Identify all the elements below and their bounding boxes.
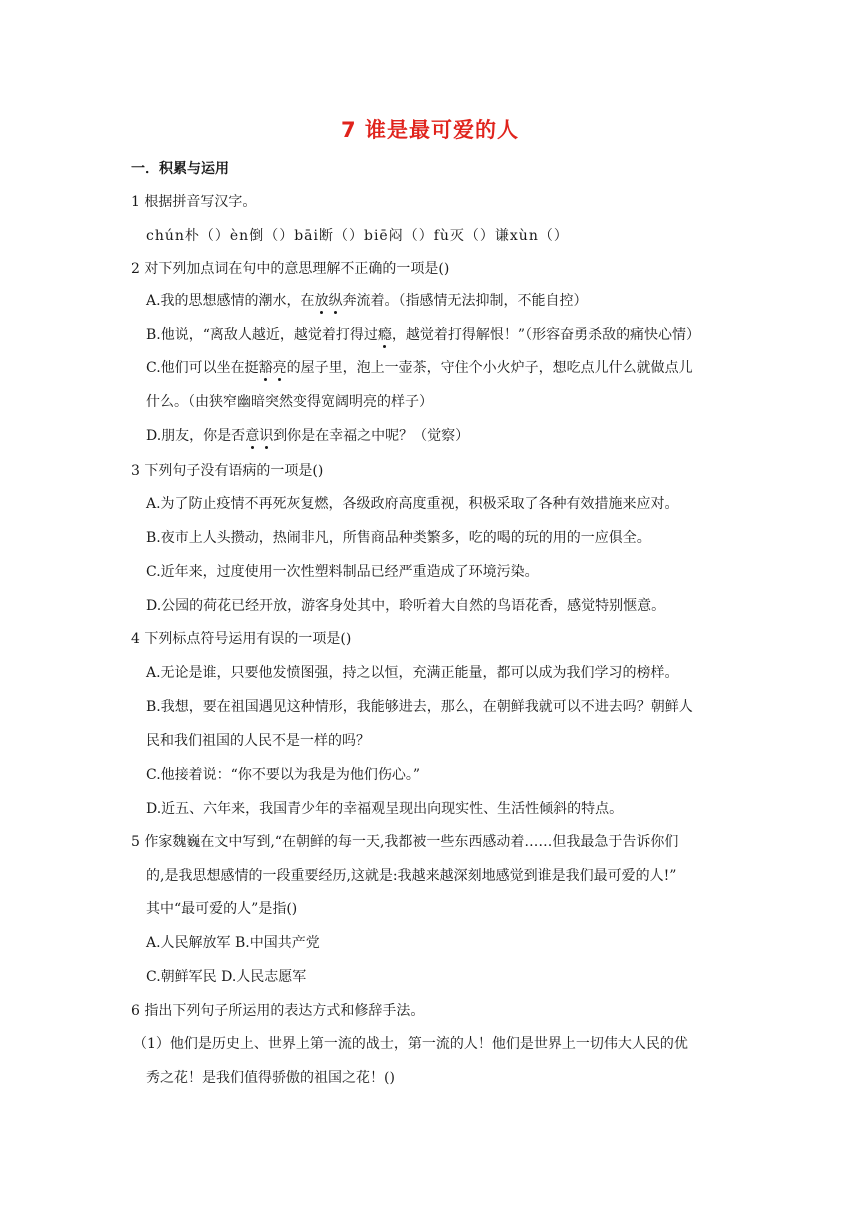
question-5-stem: 5 作家魏巍在文中写到,“在朝鲜的每一天,我都被一些东西感动着……但我最急于告诉你们 [131, 834, 679, 850]
option-text: A.我的思想感情的潮水，在 [146, 293, 315, 309]
question-3-option-c: C.近年来，过度使用一次性塑料制品已经严重造成了环境污染。 [146, 564, 539, 580]
question-4-option-d: D.近五、六年来，我国青少年的幸福观呈现出向现实性、生活性倾斜的特点。 [146, 801, 624, 817]
question-4-option-b-continued: 民和我们祖国的人民不是一样的吗？ [146, 733, 370, 749]
dotted-char: 亮 [272, 360, 287, 376]
option-text: ，越觉着打得解恨！”（形容奋勇杀敌的痛快心情） [391, 327, 701, 343]
section-heading: 一．积累与运用 [131, 161, 229, 177]
question-4-option-c: C.他接着说：“你不要以为我是为他们伤心。” [146, 767, 420, 783]
question-5-options-ab: A.人民解放军 B.中国共产党 [146, 935, 320, 951]
option-text: B.他说，“离敌人越近，越觉着打得过 [146, 327, 378, 343]
question-6-stem: 6 指出下列句子所运用的表达方式和修辞手法。 [131, 1003, 425, 1019]
question-5-stem-continued: 的,是我思想感情的一段重要经历,这就是:我越来越深刻地感觉到谁是我们最可爱的人!” [146, 868, 677, 884]
question-3-option-b: B.夜市上人头攒动，热闹非凡，所售商品种类繁多，吃的喝的玩的用的一应俱全。 [146, 530, 651, 546]
question-6-item-1-continued: 秀之花！是我们值得骄傲的祖国之花！() [146, 1070, 395, 1086]
option-text: C.他们可以坐在挺 [146, 360, 259, 376]
question-4-stem: 4 下列标点符号运用有误的一项是() [131, 631, 352, 647]
question-2-option-c-continued: 什么。（由狭窄幽暗突然变得宽阔明亮的样子） [146, 394, 433, 410]
question-1-pinyin-line: chún朴（）èn倒（）bāi断（）biē闷（）fù灭（）谦xùn（） [146, 228, 569, 244]
page-title: 7 谁是最可爱的人 [341, 118, 519, 142]
question-1-stem: 1 根据拼音写汉字。 [131, 194, 257, 210]
dotted-char: 纵 [328, 293, 343, 309]
option-text: 的屋子里，泡上一壶茶，守住个小火炉子，想吃点儿什么就做点儿 [286, 360, 693, 376]
question-2-stem: 2 对下列加点词在句中的意思理解不正确的一项是() [131, 261, 450, 277]
question-5-stem-continued: 其中“最可爱的人”是指() [146, 901, 298, 917]
question-5-options-cd: C.朝鲜军民 D.人民志愿军 [146, 969, 307, 985]
question-4-option-b: B.我想，要在祖国遇见这种情形，我能够进去，那么，在朝鲜我就可以不进去吗？朝鲜人 [146, 699, 693, 715]
question-6-item-1: （1）他们是历史上、世界上第一流的战士，第一流的人！他们是世界上一切伟大人民的优 [133, 1036, 688, 1052]
dotted-char: 豁 [258, 360, 273, 376]
question-4-option-a: A.无论是谁，只要他发愤图强，持之以恒，充满正能量，都可以成为我们学习的榜样。 [146, 665, 679, 681]
question-2-option-c [146, 358, 693, 378]
question-2-option-a [146, 291, 588, 311]
option-text: D.朋友，你是否 [146, 428, 246, 444]
dotted-char: 瘾 [377, 327, 392, 343]
question-3-option-a: A.为了防止疫情不再死灰复燃，各级政府高度重视，积极采取了各种有效措施来应对。 [146, 496, 679, 512]
option-text: 到你是在幸福之中呢？（觉察） [273, 428, 470, 444]
question-3-option-d: D.公园的荷花已经开放，游客身处其中，聆听着大自然的鸟语花香，感觉特别惬意。 [146, 598, 666, 614]
question-2-option-d [146, 426, 469, 446]
dotted-char: 意 [245, 428, 260, 444]
question-2-option-b [146, 325, 700, 345]
option-text: 奔流着。（指感情无法抑制，不能自控） [342, 293, 588, 309]
dotted-char: 放 [314, 293, 329, 309]
dotted-char: 识 [259, 428, 274, 444]
question-3-stem: 3 下列句子没有语病的一项是() [131, 463, 324, 479]
